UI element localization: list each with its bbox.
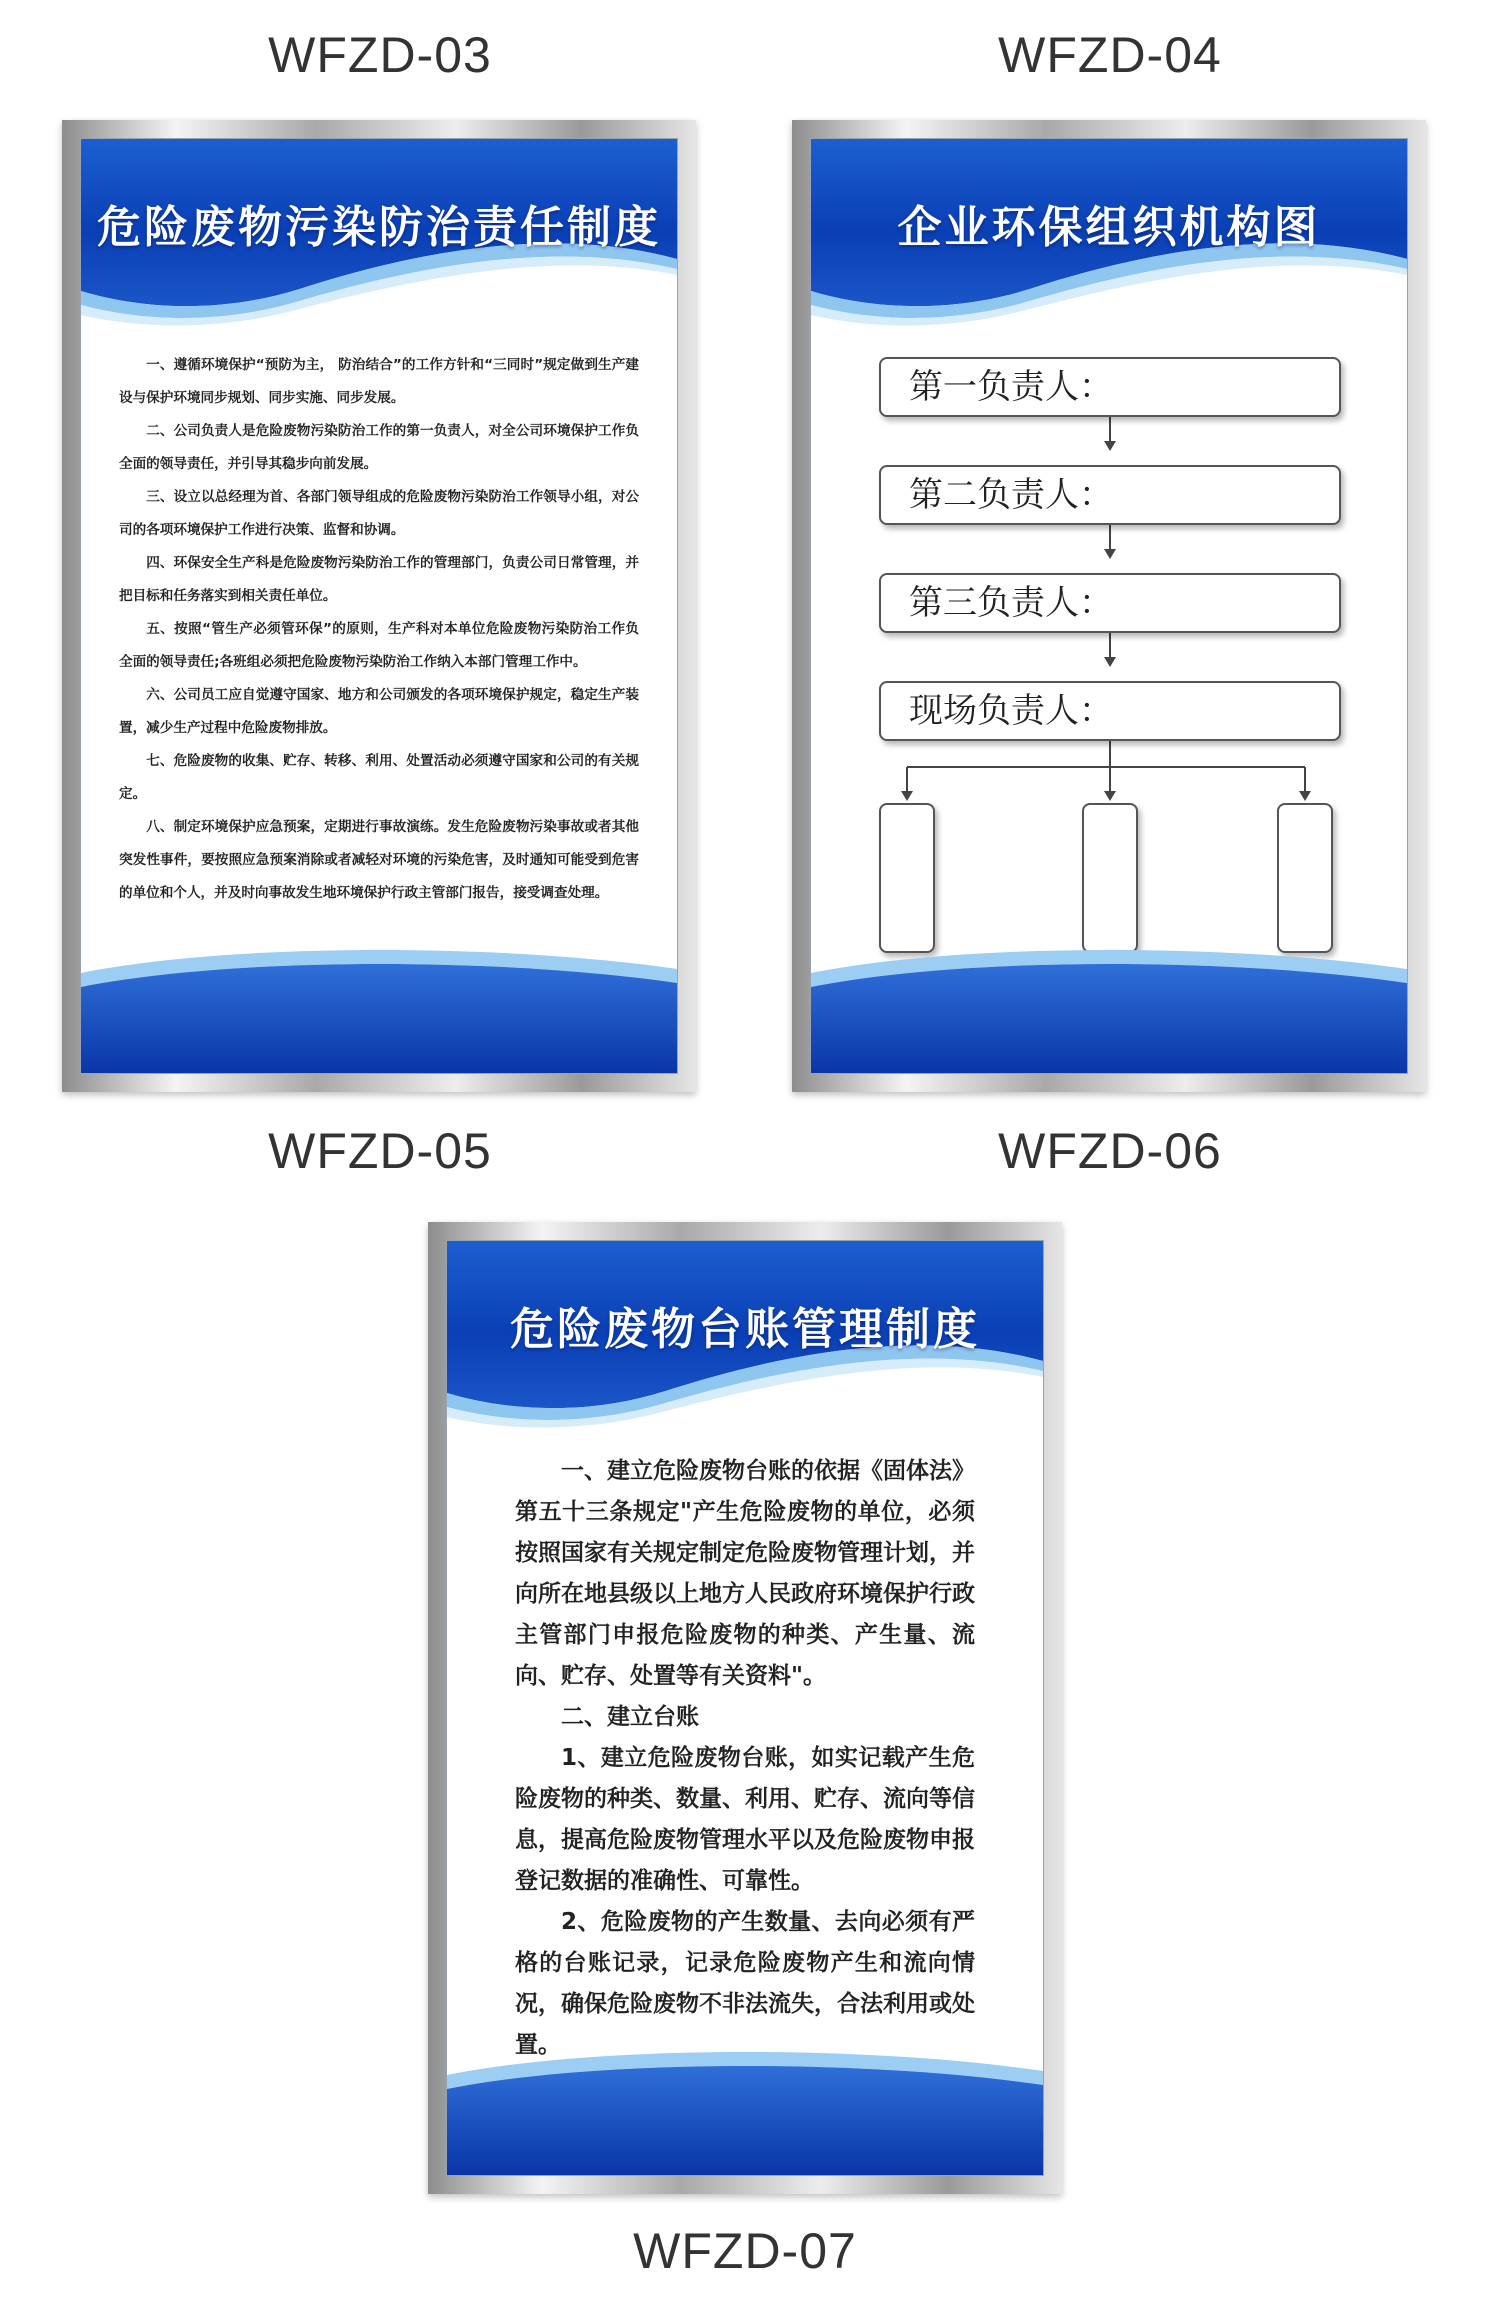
org-box-empty-right [1277,803,1333,953]
paragraph: 2、危险废物的产生数量、去向必须有严格的台账记录，记录危险废物产生和流向情况，确保危险废物不非法流失，合法利用或处置。 [515,1909,975,2058]
footer-banner [811,943,1407,1073]
paragraph: 二、公司负责人是危险废物污染防治工作的第一负责人，对全公司环境保护工作负全面的领导责任，并引导其稳步向前发展。 [119,423,639,472]
org-box-empty-middle [1082,803,1138,953]
org-box-empty-left [879,803,935,953]
paragraph: 1、建立危险废物台账，如实记载产生危险废物的种类、数量、利用、贮存、流向等信息，提高危险废物管理水平以及危险废物申报登记数据的准确性、可靠性。 [515,1745,975,1894]
poster-title: 危险废物台账管理制度 [510,1304,980,1355]
footer-banner [447,2045,1043,2175]
poster-frame-right [792,120,1426,1092]
footer-banner [81,943,677,1073]
org-box-third: 第三负责人： [879,573,1341,633]
paragraph: 五、按照“管生产必须管环保”的原则，生产科对本单位危险废物污染防治工作负全面的领导责任;各班组必须把危险废物污染防治工作纳入本部门管理工作中。 [119,621,639,670]
paragraph: 六、公司员工应自觉遵守国家、地方和公司颁发的各项环境保护规定，稳定生产装置，减少生产过程中危险废物排放。 [119,687,639,736]
product-code-05: WFZD-05 [268,1123,492,1179]
paragraph: 一、建立危险废物台账的依据《固体法》第五十三条规定"产生危险废物的单位，必须按照国家有关规定制定危险废物管理计划，并向所在地县级以上地方人民政府环境保护行政主管部门申报危险废物的种类、产生量、流向、贮存、处置等有关资料"。 [515,1458,975,1689]
org-box-site: 现场负责人： [879,681,1341,741]
paragraph: 八、制定环境保护应急预案，定期进行事故演练。发生危险废物污染事故或者其他突发性事件，要按照应急预案消除或者减轻对环境的污染危害，及时通知可能受到危害的单位和个人，并及时向事故发生地环境保护行政主管部门报告，接受调查处理。 [119,819,639,901]
org-box-first: 第一负责人： [879,357,1341,417]
poster-body [119,349,639,910]
paragraph: 一、遵循环境保护“预防为主， 防治结合”的工作方针和“三同时”规定做到生产建设与保护环境同步规划、同步实施、同步发展。 [119,357,639,406]
paragraph: 二、建立台账 [561,1704,699,1730]
product-code-04: WFZD-04 [998,27,1222,83]
poster-bottom [446,1240,1044,2176]
paragraph: 七、危险废物的收集、贮存、转移、利用、处置活动必须遵守国家和公司的有关规定。 [119,753,639,802]
poster-left [80,138,678,1074]
product-code-06: WFZD-06 [998,1123,1222,1179]
org-box-second: 第二负责人： [879,465,1341,525]
poster-right [810,138,1408,1074]
poster-title: 危险废物污染防治责任制度 [97,202,661,253]
paragraph: 四、环保安全生产科是危险废物污染防治工作的管理部门，负责公司日常管理，并把目标和任务落实到相关责任单位。 [119,555,639,604]
product-code-07: WFZD-07 [633,2223,857,2279]
product-code-03: WFZD-03 [268,27,492,83]
poster-title: 企业环保组织机构图 [897,202,1321,253]
poster-frame-bottom [428,1222,1062,2194]
poster-frame-left [62,120,696,1092]
poster-body [515,1451,975,2066]
paragraph: 三、设立以总经理为首、各部门领导组成的危险废物污染防治工作领导小组，对公司的各项环境保护工作进行决策、监督和协调。 [119,489,639,538]
